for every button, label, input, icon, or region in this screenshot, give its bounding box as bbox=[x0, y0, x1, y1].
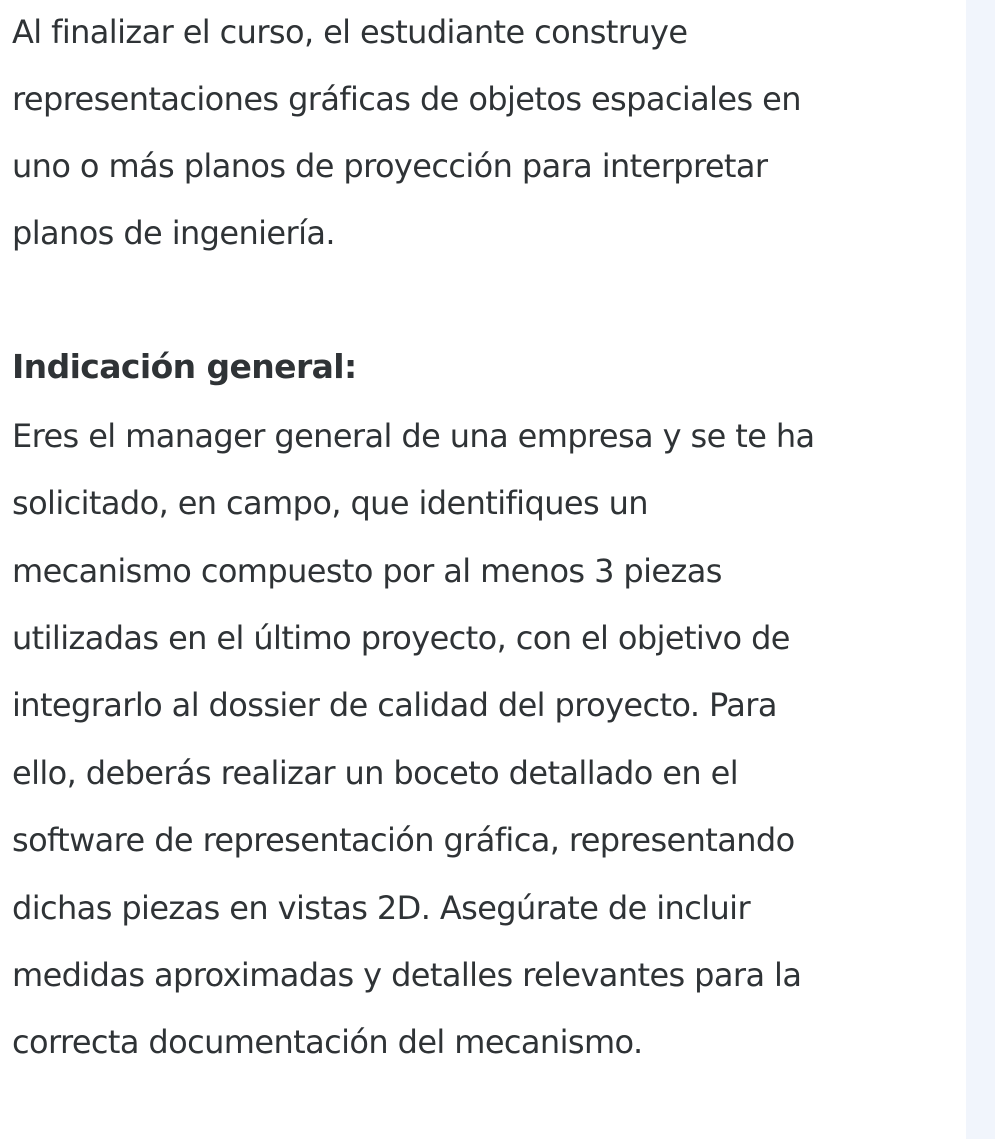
competency-line-4: planos de ingeniería. bbox=[12, 214, 335, 252]
competency-line-3: uno o más planos de proyección para interpretar bbox=[12, 147, 768, 185]
competency-line-2: representaciones gráficas de objetos espaciales en bbox=[12, 80, 801, 118]
instruction-line-6: ello, deberás realizar un boceto detallado en el bbox=[12, 754, 738, 792]
instruction-line-4: utilizadas en el último proyecto, con el objetivo de bbox=[12, 619, 790, 657]
instruction-line-1: Eres el manager general de una empresa y se te ha bbox=[12, 417, 815, 455]
instruction-line-5: integrarlo al dossier de calidad del proyecto. Para bbox=[12, 686, 777, 724]
instruction-line-8: dichas piezas en vistas 2D. Asegúrate de incluir bbox=[12, 889, 751, 927]
instruction-line-2: solicitado, en campo, que identifiques un bbox=[12, 484, 648, 522]
competency-line-1: Al finalizar el curso, el estudiante construye bbox=[12, 13, 688, 51]
instruction-line-10: correcta documentación del mecanismo. bbox=[12, 1023, 643, 1061]
general-instruction-heading: Indicación general: bbox=[12, 347, 357, 386]
instruction-line-9: medidas aproximadas y detalles relevantes para la bbox=[12, 956, 802, 994]
instruction-line-7: software de representación gráfica, representando bbox=[12, 821, 795, 859]
instruction-line-3: mecanismo compuesto por al menos 3 piezas bbox=[12, 552, 722, 590]
right-side-panel bbox=[966, 0, 995, 1139]
